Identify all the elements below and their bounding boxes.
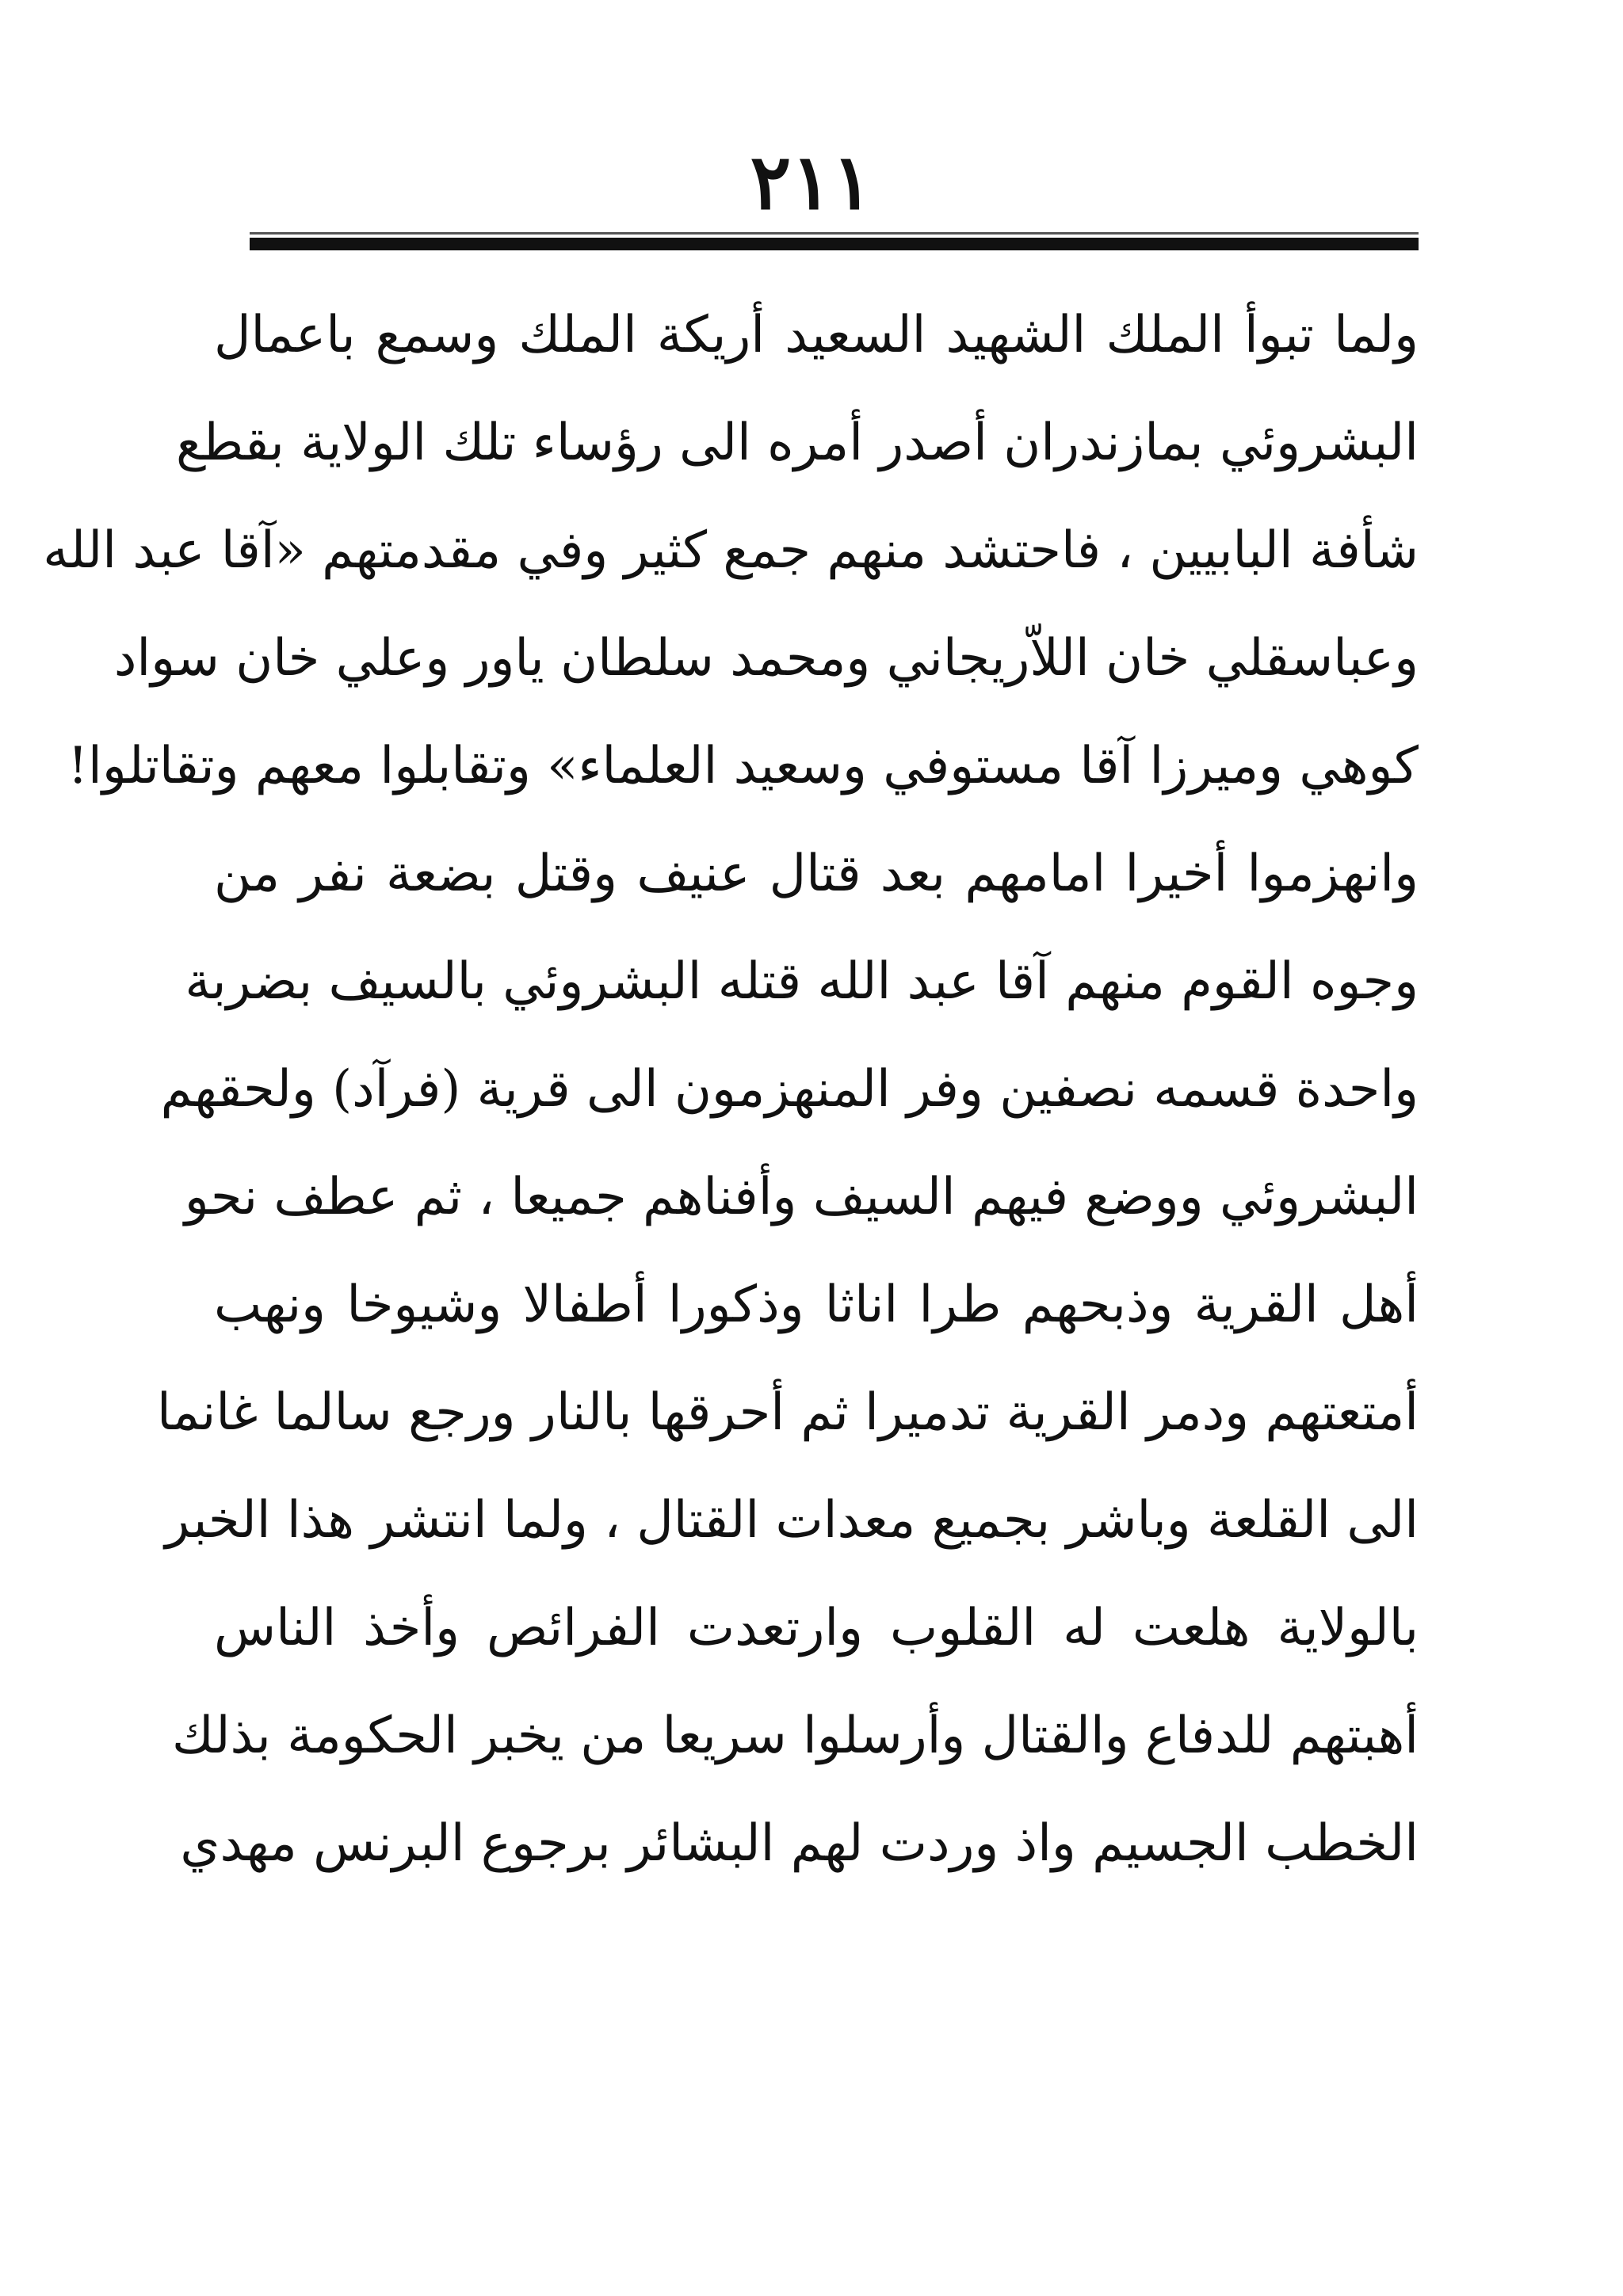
text-line-3: شأفة البابيين ، فاحتشد منهم جمع كثير وفي مقدمتهم «آقا عبد الله xyxy=(43,521,1419,580)
text-line-7: وجوه القوم منهم آقا عبد الله قتله البشروئي بالسيف بضربة xyxy=(185,952,1419,1011)
text-line-1: ولما تبوأ الملك الشهيد السعيد أريكة الملك وسمع باعمال xyxy=(214,306,1419,364)
text-line-9: البشروئي ووضع فيهم السيف وأفناهم جميعا ، ثم عطف نحو xyxy=(184,1168,1419,1226)
text-line-2: البشروئي بمازندران أصدر أمره الى رؤساء تلك الولاية بقطع xyxy=(176,414,1419,472)
text-line-4: وعباسقلي خان اللاّريجاني ومحمد سلطان ياور وعلي خان سواد xyxy=(113,629,1419,688)
text-line-5: كوهي وميرزا آقا مستوفي وسعيد العلماء» وتقابلوا معهم وتقاتلوا! xyxy=(67,737,1419,795)
text-line-6: وانهزموا أخيرا امامهم بعد قتال عنيف وقتل بضعة نفر من xyxy=(214,845,1419,903)
header-rule xyxy=(250,238,1419,250)
text-line-14: أهبتهم للدفاع والقتال وأرسلوا سريعا من يخبر الحكومة بذلك xyxy=(172,1707,1419,1765)
text-line-13: بالولاية هلعت له القلوب وارتعدت الفرائص وأخذ الناس xyxy=(214,1599,1419,1657)
text-line-10: أهل القرية وذبحهم طرا اناثا وذكورا أطفالا وشيوخا ونهب xyxy=(214,1276,1419,1334)
page-number: ٢١١ xyxy=(750,137,873,227)
text-line-11: أمتعتهم ودمر القرية تدميرا ثم أحرقها بالنار ورجع سالما غانما xyxy=(157,1383,1419,1442)
text-line-8: واحدة قسمه نصفين وفر المنهزمون الى قرية (فرآد) ولحقهم xyxy=(160,1060,1419,1119)
text-line-12: الى القلعة وباشر بجميع معدات القتال ، ولما انتشر هذا الخبر xyxy=(165,1491,1419,1550)
text-line-15: الخطب الجسيم واذ وردت لهم البشائر برجوع البرنس مهدي xyxy=(180,1814,1419,1873)
body-text xyxy=(43,281,1419,1897)
